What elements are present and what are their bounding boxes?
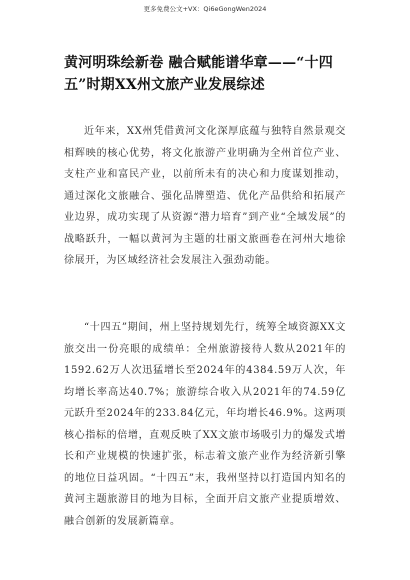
document-title: 黄河明珠绘新卷 融合赋能谱华章——“十四五”时期XX州文旅产业发展综述	[64, 55, 333, 93]
paragraph-achievements	[64, 317, 346, 532]
paragraph-text: 近年来，XX州凭借黄河文化深厚底蕴与独特自然景观交相辉映的核心优势，将文化旅游产业明确为全州首位产业、支柱产业和富民产业，以前所未有的决心和力度谋划推动，通过深化文旅融合、强化品牌塑造、优化产品供给和拓展产业边界，成功实现了从资源“潜力培育”到产业“全域发展”的战略跃升，一幅以黄河为主题的壮丽文旅画卷在河州大地徐徐展开，为区域经济社会发展注入强劲动能。	[64, 126, 346, 266]
paragraph-text: “十四五”期间，州上坚持规划先行，统筹全域资源XX文旅交出一份亮眼的成绩单：全州旅游接待人数从2021年的1592.62万人次迅猛增长至2024年的4384.59万人次，年均增长率高达40.7%；旅游综合收入从2021年的74.59亿元跃升至2024年的233.84亿元，年均增长46.9%。这两项核心指标的倍增，直观反映了XX文旅市场吸引力的爆发式增长和产业规模的快速扩张，标志着文旅产业作为经济新引擎的地位日益巩固。“十四五”末，我州坚持以打造国内知名的黄河主题旅游目的地为目标，全面开启文旅产业提质增效、融合创新的发展新篇章。	[64, 322, 346, 527]
paragraph-intro	[64, 121, 346, 272]
header-note: 更多免费公文+VX：Qi6eGongWen2024	[143, 5, 267, 13]
